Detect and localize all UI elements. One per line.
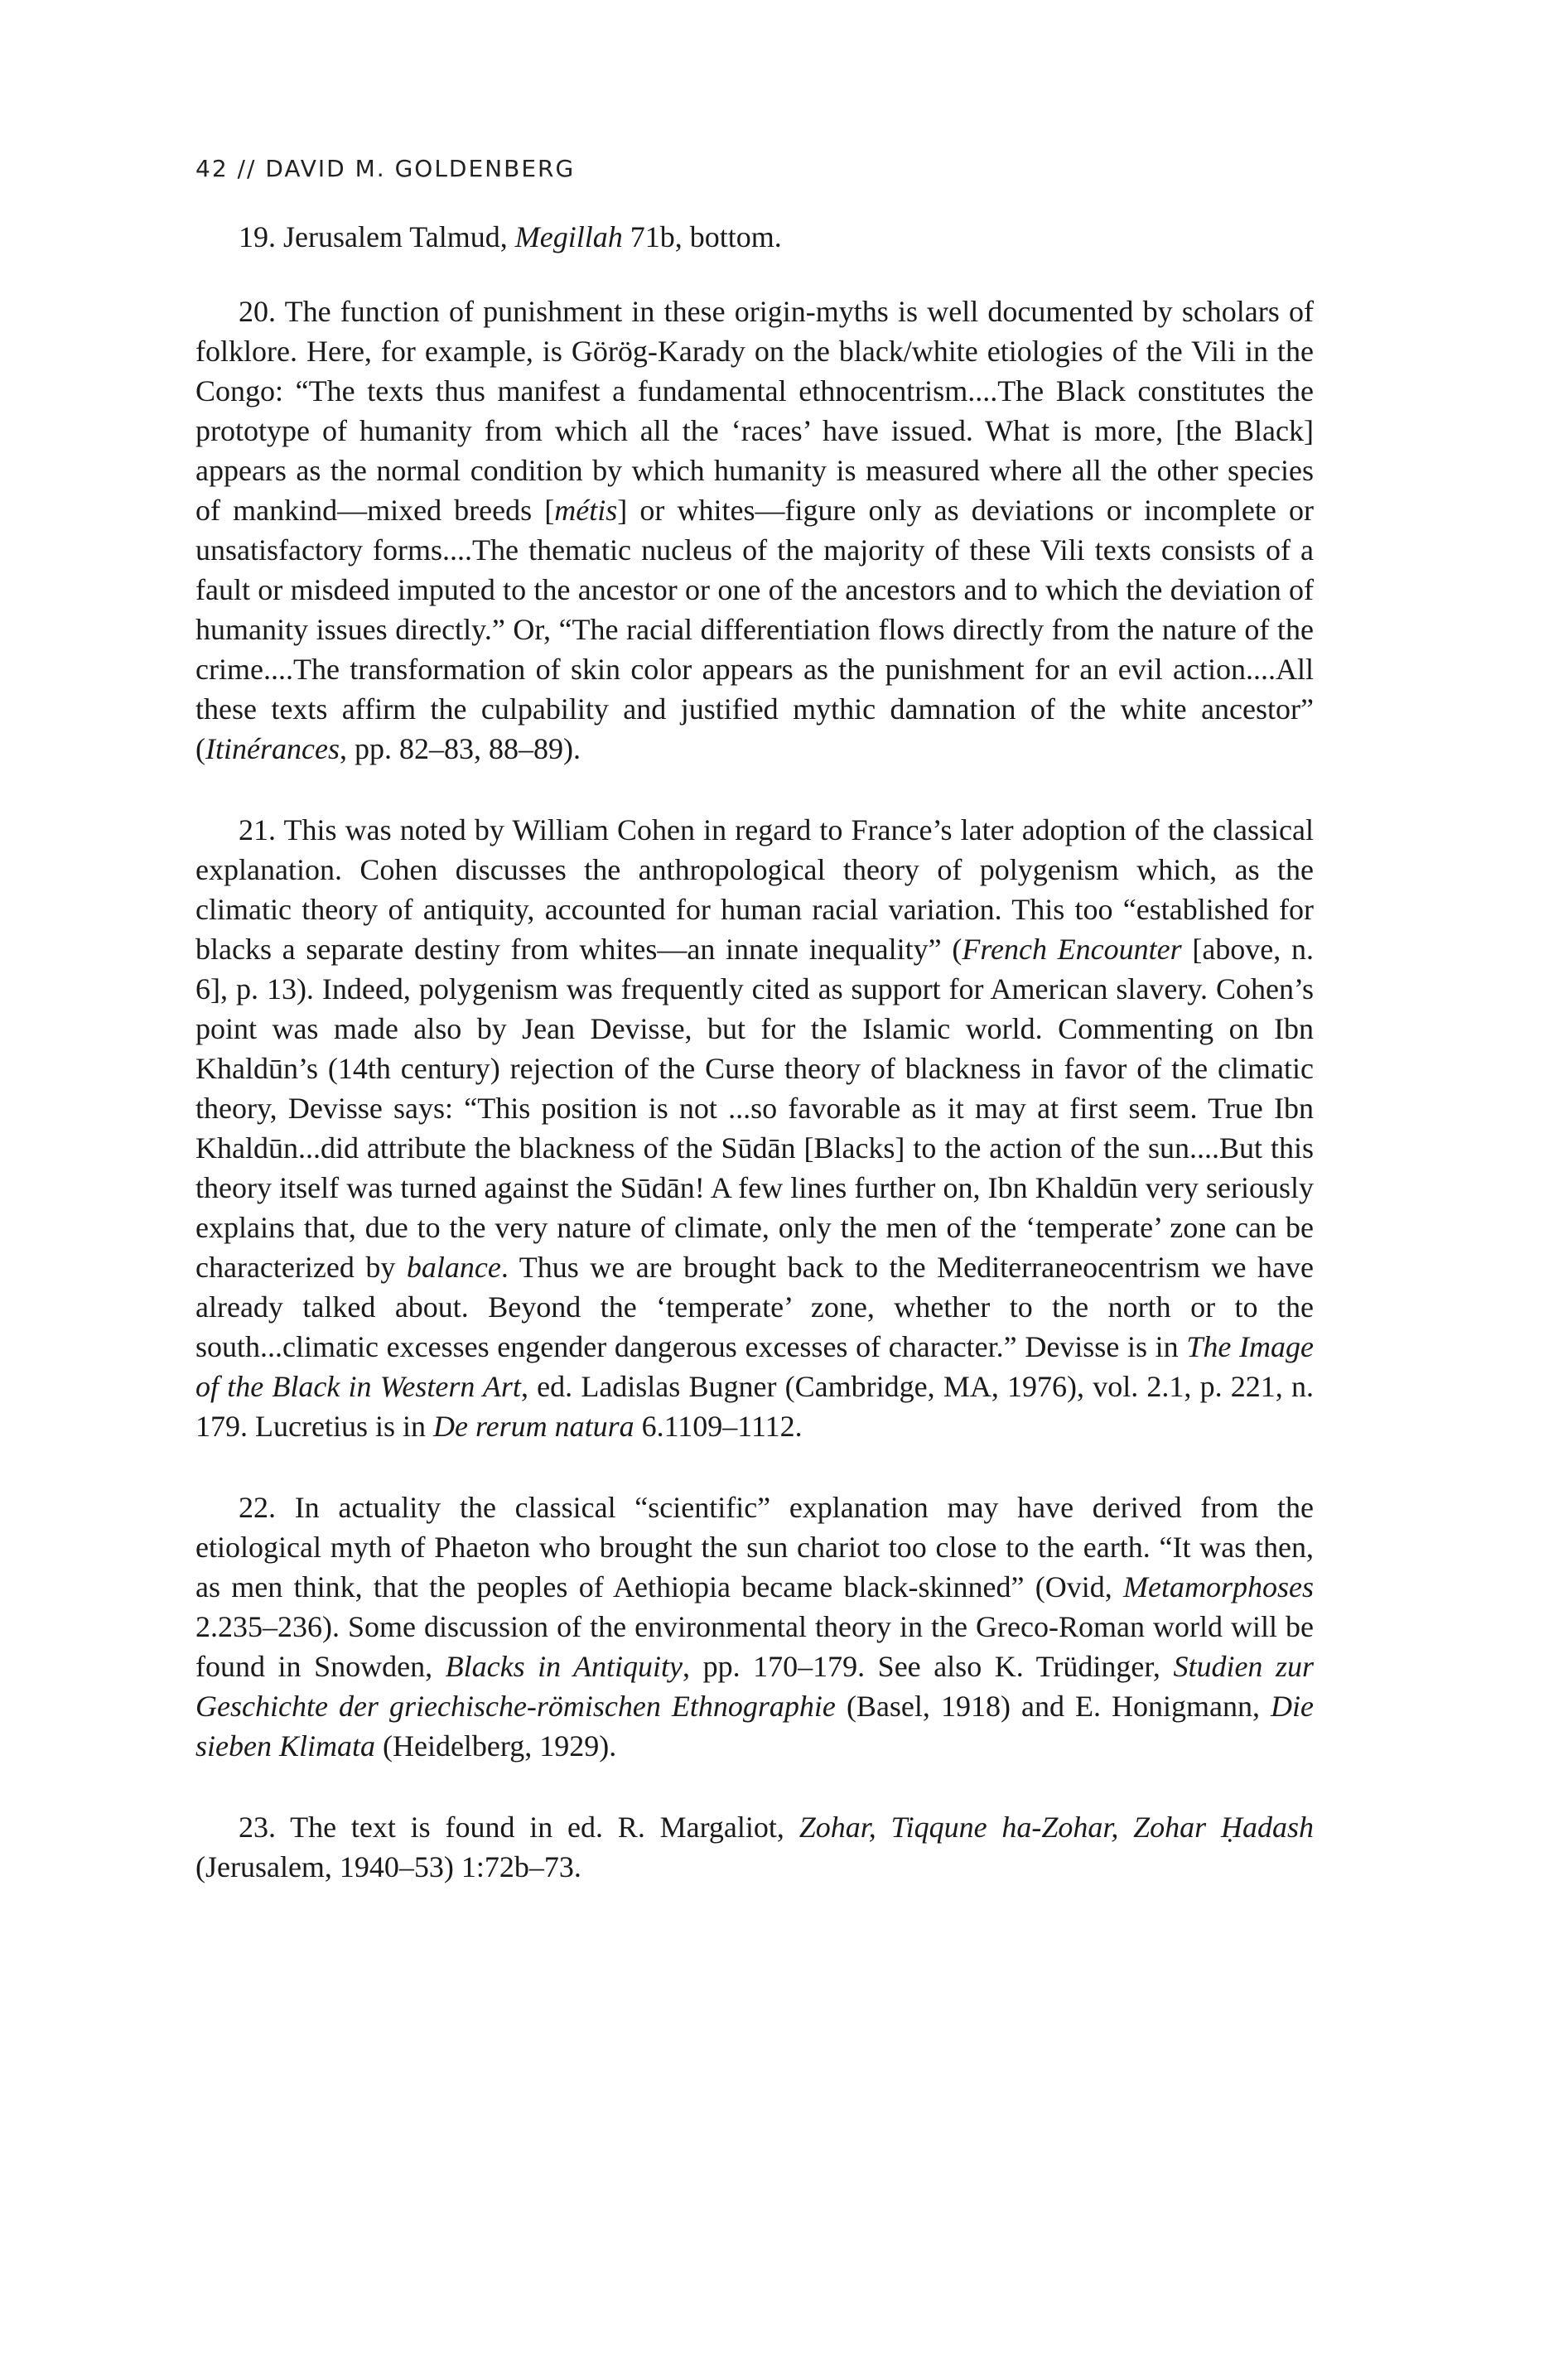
italic-title: Megillah [514,220,623,253]
note-text-run: The function of punishment in these origin-myths is well documented by scholars of folklore. Here, for example, is Görög-Karady on the black/white etiologies of the Vili in the Congo: “The texts thus manifest a fundamental ethnocentrism....The Black constitutes the prototype of humanity from which all the ‘races’ have issued. What is more, [the Black] appears as the normal condition by which humanity is measured where all the other species of mankind—mixed breeds [ [195,295,1314,527]
note-text [195,813,1314,1443]
italic-title: The Image of the Black in Western Art [195,1330,1314,1403]
note-text-run: , ed. Ladislas Bugner (Cambridge, MA, 1976), vol. 2.1, p. 221, n. 179. Lucretius is in [195,1370,1315,1443]
italic-title: Itinérances [205,732,340,765]
italic-title: Studien zur Geschichte der griechische-römischen Ethnographie [195,1650,1314,1723]
note-text-run: In actuality the classical “scientific” explanation may have derived from the etiological myth of Phaeton who brought the sun chariot too close to the earth. “It was then, as men think, that the peoples of Aethiopia became black-skinned” (Ovid, [195,1491,1314,1603]
italic-title: De rerum natura [432,1410,634,1443]
endnotes [195,217,1314,1928]
italic-title: Die sieben Klimata [195,1690,1314,1763]
note-23 [195,1807,1314,1887]
note-number: 21. [239,813,276,846]
note-text-run: 2.235–236). Some discussion of the environmental theory in the Greco-Roman world will be found in Snowden, [195,1610,1314,1683]
note-text-run: The text is found in ed. R. Margaliot, [290,1811,799,1844]
running-head [195,155,575,182]
note-text [195,1811,1314,1883]
note-text-run: . Thus we are brought back to the Mediterraneocentrism we have already talked about. Beyond the ‘temperate’ zone, whether to the north or to the south...climatic excesses engender dangerous excesses of character.” Devisse is in [195,1251,1314,1363]
running-head-separator: // [237,155,257,182]
note-number: 23. [239,1811,276,1844]
note-text [195,1491,1314,1763]
page-number: 42 [195,155,229,182]
note-text-run: (Heidelberg, 1929). [374,1729,617,1763]
note-text-run: (Jerusalem, 1940–53) 1:72b–73. [195,1850,581,1883]
note-21 [195,810,1314,1446]
note-text [195,295,1314,765]
note-number: 19. [239,220,276,253]
note-text [283,220,782,253]
note-number: 20. [239,295,276,328]
note-text-run: , pp. 170–179. See also K. Trüdinger, [683,1650,1174,1683]
note-number: 22. [239,1491,276,1524]
note-19 [195,217,1314,257]
italic-title: French Encounter [962,933,1182,966]
italic-title: métis [554,494,618,527]
note-text-run: 6.1109–1112. [634,1410,803,1443]
note-text-run: This was noted by William Cohen in regard to France’s later adoption of the classical explanation. Cohen discusses the anthropological theory of polygenism which, as the climatic theory of antiquity, accounted for human racial variation. This too “established for blacks a separate destiny from whites—an innate inequality” ( [195,813,1314,966]
italic-title: Metamorphoses [1123,1570,1314,1603]
italic-title: Zohar, Tiqqune ha-Zohar, Zohar Ḥadash [798,1811,1314,1844]
note-text-run: 71b, bottom. [622,220,782,253]
note-text-run: [above, n. 6], p. 13). Indeed, polygenism was frequently cited as support for American slavery. Cohen’s point was made also by Jean Devisse, but for the Islamic world. Commenting on Ibn Khaldūn’s (14th century) rejection of the Curse theory of blackness in favor of the climatic theory, Devisse says: “This position is not ...so favorable as it may at first seem. True Ibn Khaldūn...did attribute the blackness of the Sūdān [Blacks] to the action of the sun....But this theory itself was turned against the Sūdān! A few lines further on, Ibn Khaldūn very seriously explains that, due to the very nature of climate, only the men of the ‘temperate’ zone can be characterized by [195,933,1314,1284]
italic-title: Blacks in Antiquity [445,1650,683,1683]
note-22 [195,1488,1314,1766]
note-text-run: (Basel, 1918) and E. Honigmann, [835,1690,1271,1723]
note-text-run: Jerusalem Talmud, [283,220,515,253]
note-text-run: ] or whites—figure only as deviations or incomplete or unsatisfactory forms....The thematic nucleus of the majority of these Vili texts consists of a fault or misdeed imputed to the ancestor or one of the ancestors and to which the deviation of humanity issues directly.” Or, “The racial differentiation flows directly from the nature of the crime....The transformation of skin color appears as the punishment for an evil action....All these texts affirm the culpability and justified mythic damnation of the white ancestor” ( [195,494,1314,765]
note-20 [195,292,1314,769]
running-head-author: DAVID M. GOLDENBERG [265,155,576,182]
italic-title: balance [406,1251,501,1284]
note-text-run: , pp. 82–83, 88–89). [339,732,581,765]
